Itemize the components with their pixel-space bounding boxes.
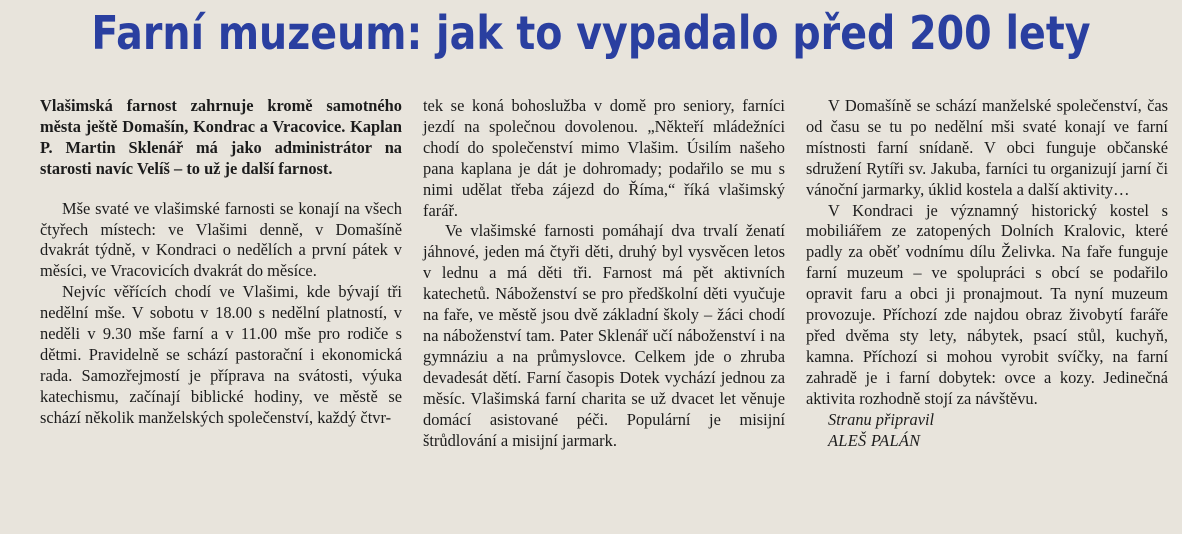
byline-author: ALEŠ PALÁN bbox=[828, 430, 921, 450]
paragraph: Nejvíc věřících chodí ve Vlašimi, kde bývají tři nedělní mše. V sobotu v 18.00 s nedělní platností, v neděli v 9.30 mše farní a v 11.00 mše pro rodiče s dětmi. Pravidelně se schází pastorační i ekonomická rada. Samozřejmostí je příprava na svátosti, výuka katechismu, začínají biblické hodiny, ve městě se schází několik manželských společenství, každý čtvr- bbox=[40, 282, 402, 427]
paragraph: Ve vlašimské farnosti pomáhají dva trvalí ženatí jáhnové, jeden má čtyři děti, druhý byl vysvěcen letos v lednu a má děti tři. Farnost má pět aktivních katechetů. Náboženství se pro předškolní děti vyučuje na faře, ve městě jsou dvě základní školy – žáci chodí na náboženství tam. Pater Sklenář učí náboženství i na gymnáziu a na průmyslovce. Celkem jde o zhruba devadesát dětí. Farní časopis Dotek vychází jednou za měsíc. Vlašimská farní charita se už dvacet let věnuje domácí asistované péči. Populární je misijní štrůdlování a misijní jarmark. bbox=[423, 221, 785, 450]
paragraph: Mše svaté ve vlašimské farnosti se konají na všech čtyřech místech: ve Vlašimi denně, v Domašíně dvakrát týdně, v Kondraci o nedělích a první pátek v měsíci, ve Vracovicích dvakrát do měsíce. bbox=[40, 198, 402, 281]
article-column-3 bbox=[806, 96, 1168, 451]
paragraph: V Kondraci je významný historický kostel s mobiliářem ze zatopených Dolních Kralovic, které padly za oběť vodnímu dílu Želivka. Na faře funguje farní muzeum – ve spolupráci s obcí se podařilo opravit faru a obci ji pronajmout. Ta nyní muzeum provozuje. Příchozí zde najdou obraz živobytí faráře před dvěma sty lety, nábytek, psací stůl, kuchyň, kamna. Příchozí si mohou vyrobit svíčky, na farní zahradě je i farní dobytek: ovce a kozy. Jedinečná aktivita rozhodně stojí za návštěvu. bbox=[806, 200, 1168, 408]
article-column-2 bbox=[423, 96, 785, 451]
paragraph: tek se koná bohoslužba v domě pro seniory, farníci jezdí na společnou dovolenou. „Někteří mládežníci chodí do společenství mimo Vlašim. Úsilím našeho pana kaplana je dát je dohromady; podařilo se mu s nimi udělat třeba zájezd do Říma,“ říká vlašimský farář. bbox=[423, 96, 785, 220]
article-column-1 bbox=[40, 96, 402, 429]
headline: Farní muzeum: jak to vypadalo před 200 lety bbox=[91, 6, 1091, 60]
paragraph: V Domašíně se schází manželské společenství, čas od času se tu po nedělní mši svaté konají ve farní místnosti farní snídaně. V obci funguje občanské sdružení Rytíři sv. Jakuba, farníci tu organizují jarní či vánoční jarmarky, úklid kostela a další aktivity… bbox=[806, 96, 1168, 199]
byline-label: Stranu připravil bbox=[828, 409, 935, 429]
lead-paragraph: Vlašimská farnost zahrnuje kromě samotného města ještě Domašín, Kondrac a Vracovice. Kaplan P. Martin Sklenář má jako administrátor na starosti navíc Velíš – to už je další farnost. bbox=[40, 96, 402, 178]
